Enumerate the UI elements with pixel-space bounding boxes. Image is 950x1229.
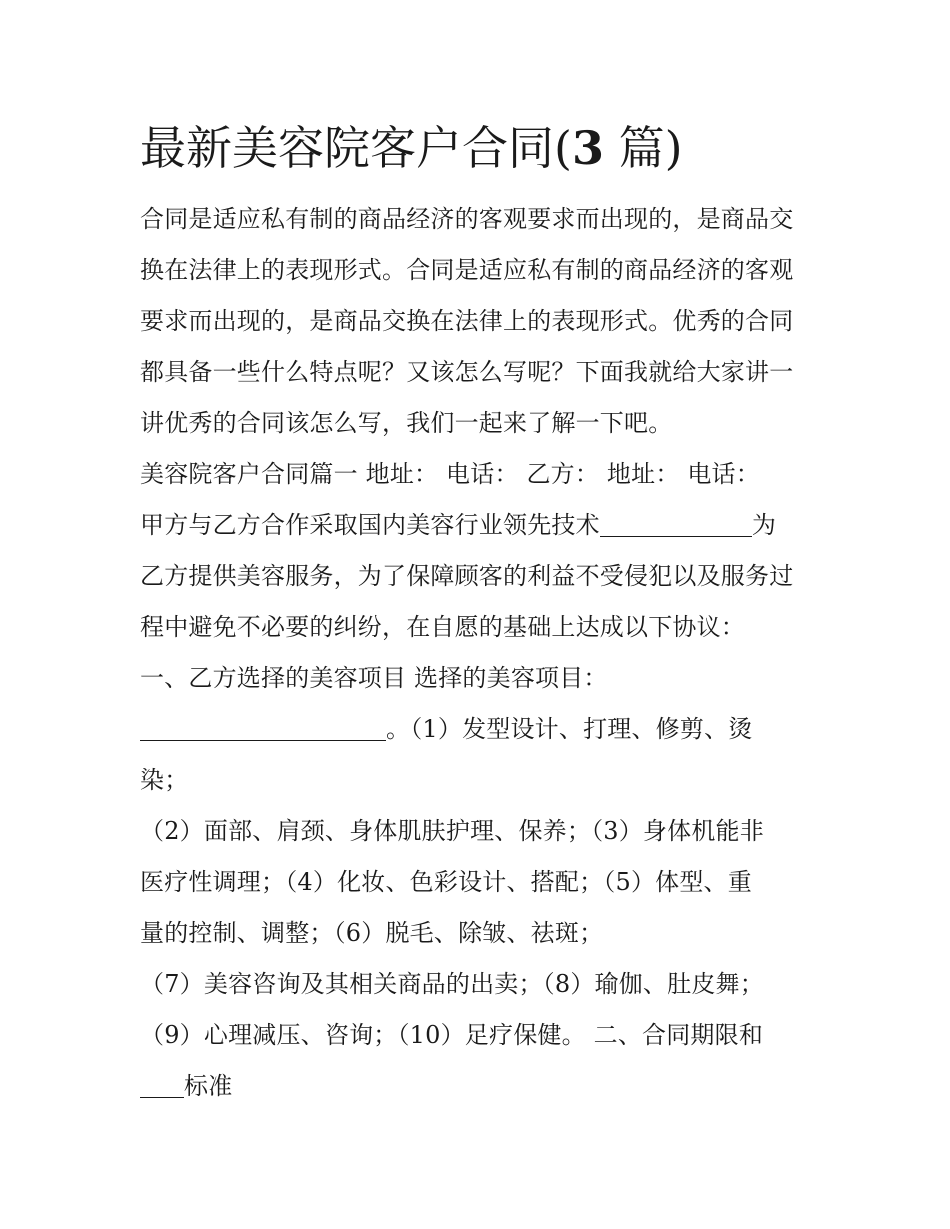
title-end: 篇) (603, 121, 683, 175)
technology-text: 甲方与乙方合作采取国内美容行业领先技术 (140, 511, 600, 539)
standard-text: 标准 (184, 1072, 233, 1100)
project-choice-text: 。（1）发型设计、打理、修剪、烫 (386, 715, 753, 743)
paragraph-line: （7）美容咨询及其相关商品的出卖；（8）瑜伽、肚皮舞； (140, 970, 764, 998)
title-main: 最新美容院客户合同( (140, 121, 572, 175)
paragraph-line: 要求而出现的，是商品交换在法律上的表现形式。优秀的合同 (140, 307, 794, 335)
paragraph-line: 染； (140, 766, 189, 794)
paragraph-line: 乙方提供美容服务，为了保障顾客的利益不受侵犯以及服务过 (140, 562, 794, 590)
paragraph-line: 量的控制、调整；（6）脱毛、除皱、祛斑； (140, 919, 604, 947)
paragraph-line: 合同是适应私有制的商品经济的客观要求而出现的，是商品交 (140, 205, 794, 233)
technology-blank (600, 512, 752, 537)
paragraph-line: 都具备一些什么特点呢？又该怎么写呢？下面我就给大家讲一 (140, 358, 794, 386)
technology-line (140, 507, 820, 543)
paragraph-line: 程中避免不必要的纠纷，在自愿的基础上达成以下协议： (140, 613, 745, 641)
paragraph-line: 换在法律上的表现形式。合同是适应私有制的商品经济的客观 (140, 256, 794, 284)
contract-header-line: 美容院客户合同篇一 地址： 电话： 乙方： 地址： 电话： (140, 460, 760, 488)
technology-suffix: 为 (751, 511, 777, 539)
document-title (140, 112, 683, 184)
paragraph-line: （2）面部、肩颈、身体肌肤护理、保养；（3）身体机能非 (140, 817, 764, 845)
project-choice-line (140, 711, 820, 747)
standard-blank (140, 1073, 184, 1098)
paragraph-line: 讲优秀的合同该怎么写，我们一起来了解一下吧。 (140, 409, 673, 437)
section-heading-line: 一、乙方选择的美容项目 选择的美容项目： (140, 664, 608, 692)
title-number: 3 (571, 121, 604, 175)
project-blank (140, 716, 386, 741)
standard-line (140, 1068, 820, 1104)
paragraph-line: 医疗性调理；（4）化妆、色彩设计、搭配；（5）体型、重 (140, 868, 752, 896)
paragraph-line: （9）心理减压、咨询；（10）足疗保健。 二、合同期限和 (140, 1021, 764, 1049)
